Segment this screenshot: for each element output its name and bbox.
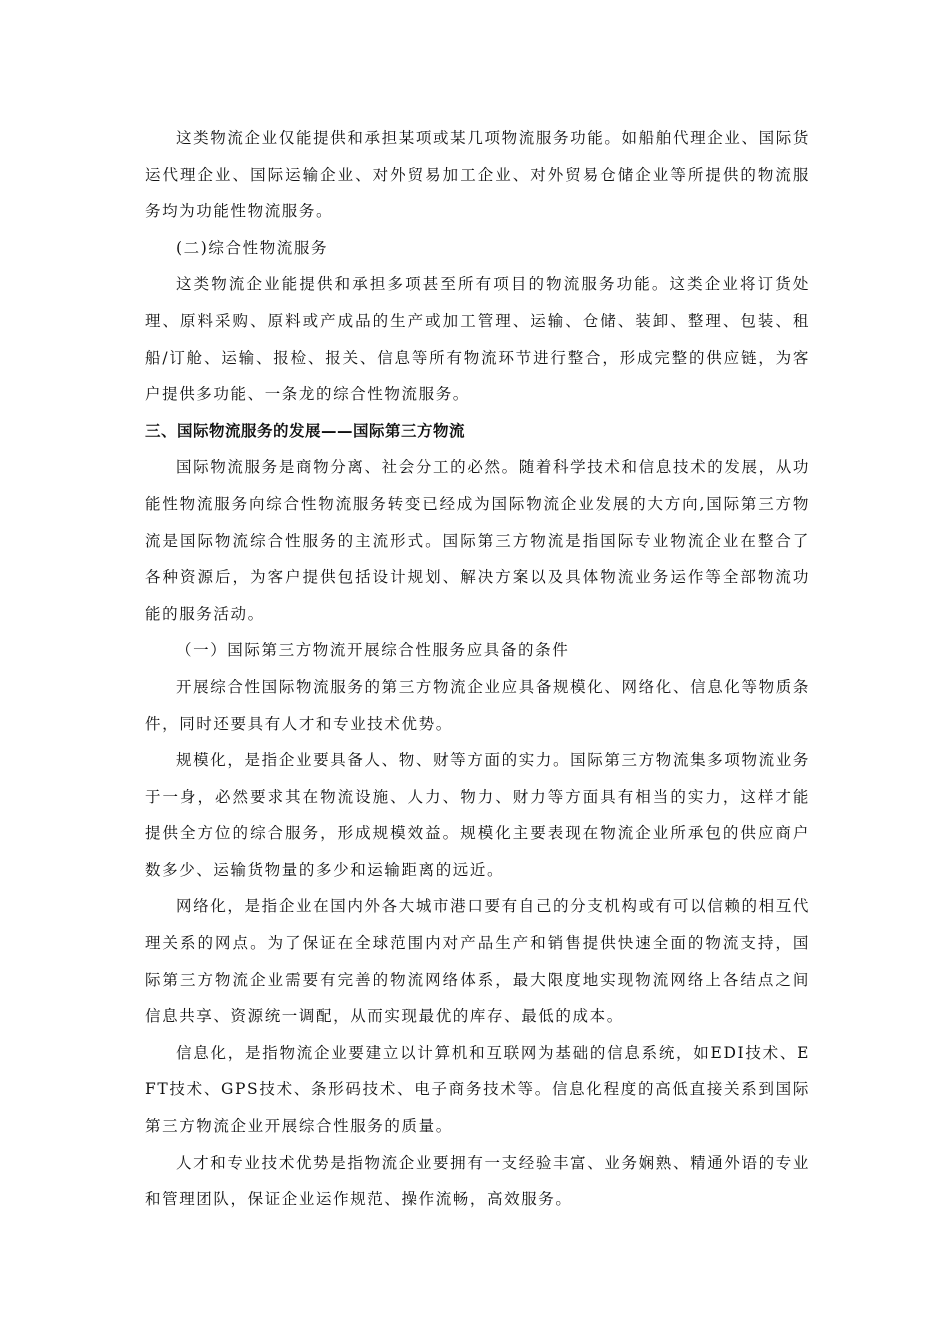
paragraph-information: 信息化，是指物流企业要建立以计算机和互联网为基础的信息系统，如EDI技术、EFT技术、GPS技术、条形码技术、电子商务技术等。信息化程度的高低直接关系到国际第三方物流企业开展综合性服务的质量。	[145, 1043, 810, 1136]
document-page	[145, 120, 810, 1218]
paragraph-talent: 人才和专业技术优势是指物流企业要拥有一支经验丰富、业务娴熟、精通外语的专业和管理团队，保证企业运作规范、操作流畅，高效服务。	[145, 1153, 810, 1209]
paragraph-comprehensive-logistics: 这类物流企业能提供和承担多项甚至所有项目的物流服务功能。这类企业将订货处理、原料采购、原料或产成品的生产或加工管理、运输、仓储、装卸、整理、包装、租船/订舱、运输、报检、报关、信息等所有物流环节进行整合，形成完整的供应链，为客户提供多功能、一条龙的综合性物流服务。	[145, 275, 810, 404]
paragraph-conditions-overview: 开展综合性国际物流服务的第三方物流企业应具备规模化、网络化、信息化等物质条件，同时还要具有人才和专业技术优势。	[145, 677, 810, 733]
paragraph-third-party-intro: 国际物流服务是商物分离、社会分工的必然。随着科学技术和信息技术的发展，从功能性物流服务向综合性物流服务转变已经成为国际物流企业发展的大方向,国际第三方物流是国际物流综合性服务的主流形式。国际第三方物流是指国际专业物流企业在整合了各种资源后，为客户提供包括设计规划、解决方案以及具体物流业务运作等全部物流功能的服务活动。	[145, 458, 810, 623]
paragraph-functional-logistics: 这类物流企业仅能提供和承担某项或某几项物流服务功能。如船舶代理企业、国际货运代理企业、国际运输企业、对外贸易加工企业、对外贸易仓储企业等所提供的物流服务均为功能性物流服务。	[145, 129, 810, 221]
section-heading-third-party: 三、国际物流服务的发展——国际第三方物流	[145, 421, 466, 440]
paragraph-scale: 规模化，是指企业要具备人、物、财等方面的实力。国际第三方物流集多项物流业务于一身，必然要求其在物流设施、人力、物力、财力等方面具有相当的实力，这样才能提供全方位的综合服务，形成规模效益。规模化主要表现在物流企业所承包的供应商户数多少、运输货物量的多少和运输距离的远近。	[145, 751, 810, 879]
subheading-comprehensive-logistics: (二)综合性物流服务	[176, 238, 329, 257]
subheading-conditions: （一）国际第三方物流开展综合性服务应具备的条件	[176, 641, 570, 660]
paragraph-network: 网络化，是指企业在国内外各大城市港口要有自己的分支机构或有可以信赖的相互代理关系的网点。为了保证在全球范围内对产品生产和销售提供快速全面的物流支持，国际第三方物流企业需要有完善的物流网络体系，最大限度地实现物流网络上各结点之间信息共享、资源统一调配，从而实现最优的库存、最低的成本。	[145, 897, 810, 1026]
